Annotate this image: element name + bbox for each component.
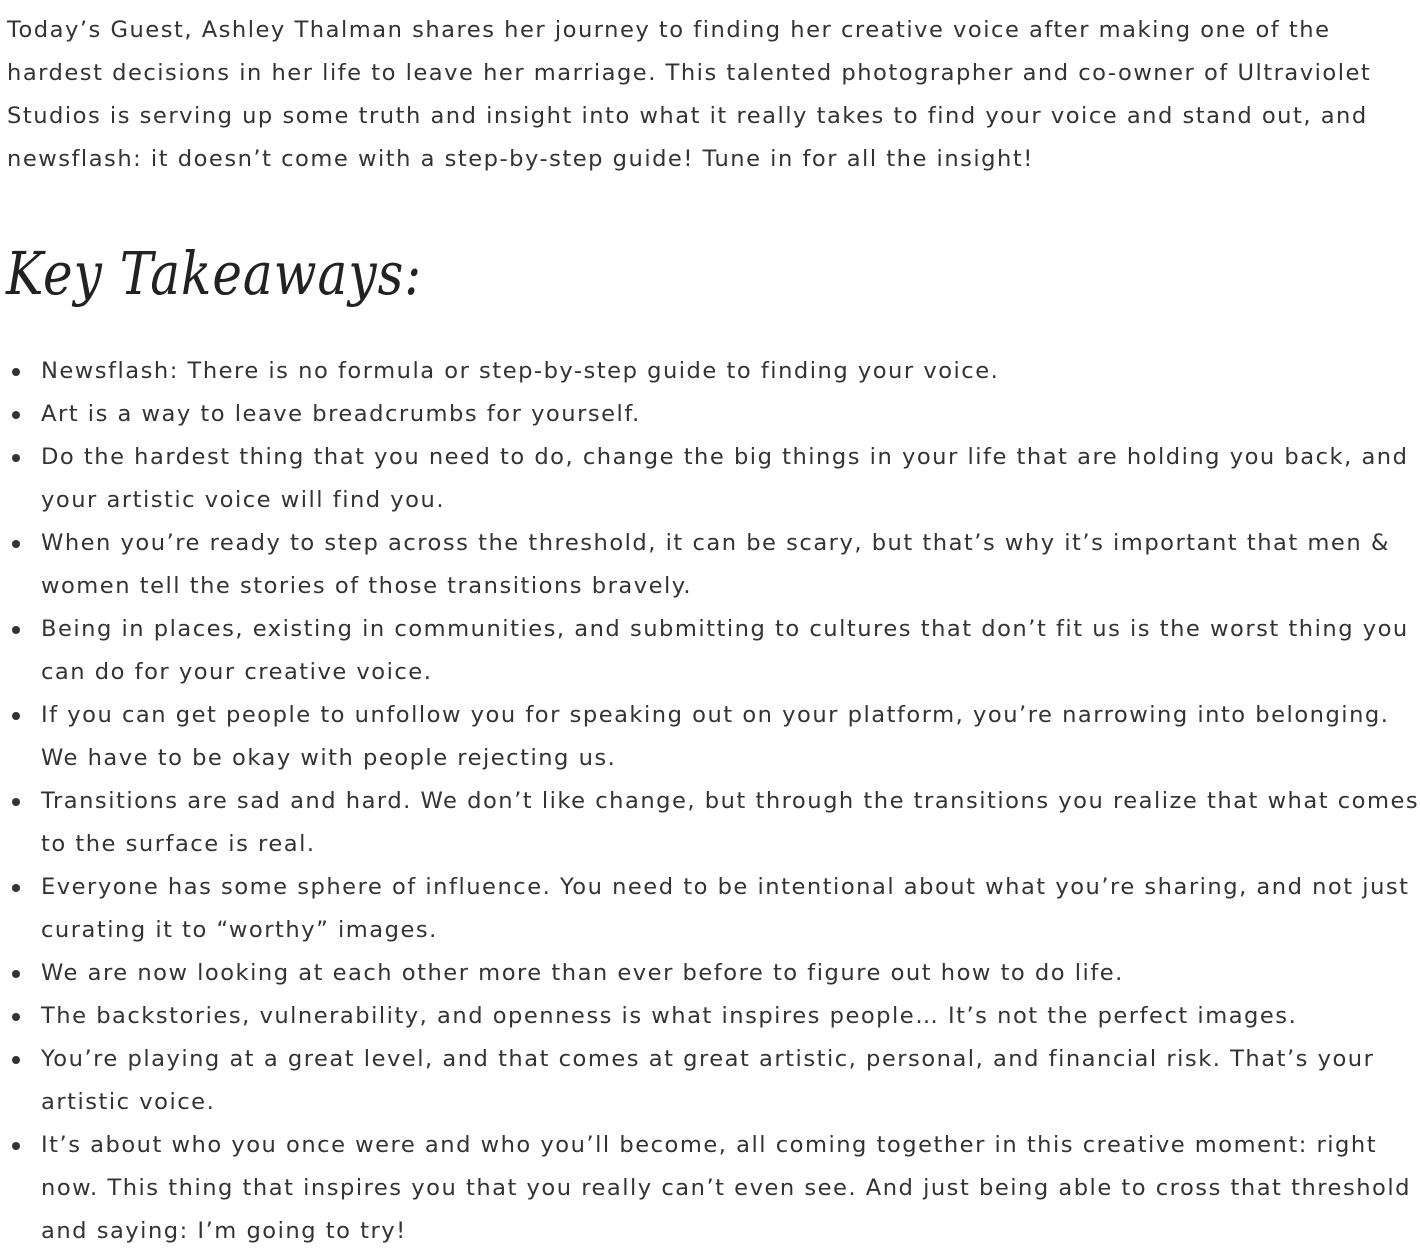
bullet-icon <box>12 1056 20 1064</box>
takeaway-text: Everyone has some sphere of influence. You need to be intentional about what you’re sharing, and not just curating it to “worthy” images. <box>41 874 1410 943</box>
takeaway-item <box>0 1038 1420 1124</box>
takeaway-item <box>0 995 1420 1038</box>
takeaway-text: Art is a way to leave breadcrumbs for yourself. <box>41 401 641 427</box>
bullet-icon <box>12 626 20 634</box>
takeaways-list <box>0 350 1420 1253</box>
takeaway-item <box>0 780 1420 866</box>
bullet-icon <box>12 1142 20 1150</box>
bullet-icon <box>12 411 20 419</box>
bullet-icon <box>12 368 20 376</box>
takeaway-text: It’s about who you once were and who you’ll become, all coming together in this creative moment: right now. This thing that inspires you that you really can’t even see. And just being able to cross that threshold and saying: I’m going to try! <box>41 1132 1411 1244</box>
key-takeaways-heading: Key Takeaways: <box>6 239 423 309</box>
takeaway-text: Being in places, existing in communities, and submitting to cultures that don’t fit us is the worst thing you can do for your creative voice. <box>41 616 1409 685</box>
takeaway-text: If you can get people to unfollow you for speaking out on your platform, you’re narrowing into belonging. We have to be okay with people rejecting us. <box>41 702 1390 771</box>
takeaway-item <box>0 608 1420 694</box>
bullet-icon <box>12 798 20 806</box>
takeaway-text: Transitions are sad and hard. We don’t like change, but through the transitions you realize that what comes to the surface is real. <box>41 788 1420 857</box>
takeaway-text: When you’re ready to step across the threshold, it can be scary, but that’s why it’s important that men & women tell the stories of those transitions bravely. <box>41 530 1390 599</box>
intro-paragraph: Today’s Guest, Ashley Thalman shares her journey to finding her creative voice after making one of the hardest decisions in her life to leave her marriage. This talented photographer and co-owner of Ultraviolet Studios is serving up some truth and insight into what it really takes to find your voice and stand out, and newsflash: it doesn’t come with a step-by-step guide! Tune in for all the insight! <box>7 17 1372 172</box>
bullet-icon <box>12 712 20 720</box>
bullet-icon <box>12 970 20 978</box>
bullet-icon <box>12 884 20 892</box>
takeaway-item <box>0 1124 1420 1253</box>
takeaway-item <box>0 694 1420 780</box>
takeaway-text: Newsflash: There is no formula or step-by-step guide to finding your voice. <box>41 358 1000 384</box>
takeaway-item <box>0 522 1420 608</box>
takeaway-item <box>0 350 1420 393</box>
bullet-icon <box>12 540 20 548</box>
takeaway-item <box>0 393 1420 436</box>
takeaway-text: You’re playing at a great level, and that comes at great artistic, personal, and financial risk. That’s your artistic voice. <box>41 1046 1375 1115</box>
takeaway-text: We are now looking at each other more than ever before to figure out how to do life. <box>41 960 1124 986</box>
takeaway-text: The backstories, vulnerability, and openness is what inspires people… It’s not the perfect images. <box>41 1003 1298 1029</box>
bullet-icon <box>12 454 20 462</box>
bullet-icon <box>12 1013 20 1021</box>
takeaway-text: Do the hardest thing that you need to do, change the big things in your life that are holding you back, and your artistic voice will find you. <box>41 444 1409 513</box>
takeaway-item <box>0 952 1420 995</box>
takeaway-item <box>0 866 1420 952</box>
takeaway-item <box>0 436 1420 522</box>
